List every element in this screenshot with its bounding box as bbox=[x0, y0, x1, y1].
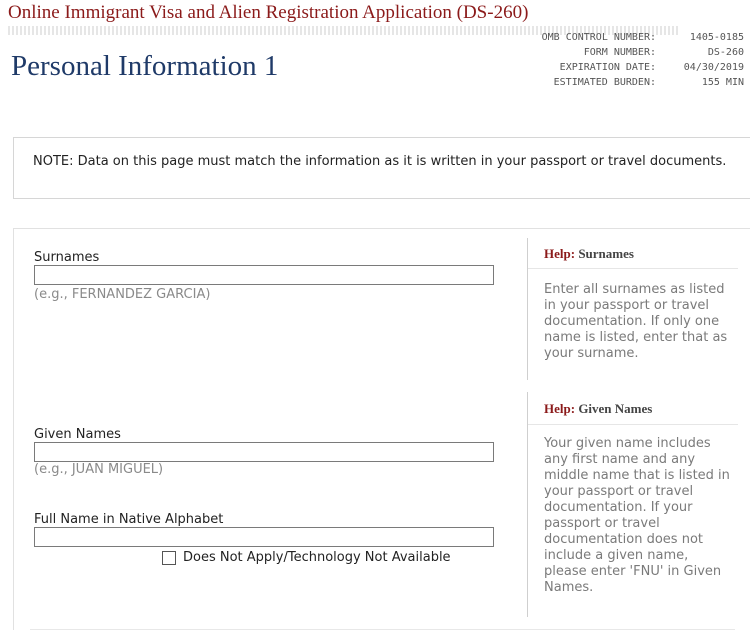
help-prefix: Help: bbox=[544, 246, 576, 261]
surnames-label: Surnames bbox=[34, 250, 100, 265]
expiration-date-value: 04/30/2019 bbox=[683, 62, 744, 73]
passport-note: NOTE: Data on this page must match the information as it is written in your passport or travel documents. bbox=[13, 137, 750, 199]
does-not-apply-label: Does Not Apply/Technology Not Available bbox=[183, 550, 451, 565]
omb-info-block bbox=[542, 30, 744, 90]
expiration-date-label: EXPIRATION DATE: bbox=[559, 62, 656, 73]
help-given-names-rule bbox=[528, 424, 738, 425]
help-given-names-separator bbox=[527, 392, 528, 617]
help-given-names-heading: Given Names bbox=[578, 401, 653, 416]
page-title: Personal Information 1 bbox=[11, 50, 279, 82]
estimated-burden-row bbox=[542, 75, 744, 90]
given-names-label: Given Names bbox=[34, 427, 121, 442]
omb-control-number-value: 1405-0185 bbox=[689, 32, 744, 43]
help-surnames-text: Enter all surnames as listed in your passport or travel documentation. If only one name is listed, enter that as your surname. bbox=[544, 282, 728, 361]
help-surnames-heading: Surnames bbox=[578, 246, 634, 261]
estimated-burden-label: ESTIMATED BURDEN: bbox=[553, 77, 656, 88]
native-name-input[interactable] bbox=[34, 527, 494, 547]
surnames-input[interactable] bbox=[34, 265, 494, 285]
omb-control-number-row bbox=[542, 30, 744, 45]
does-not-apply-checkbox[interactable] bbox=[162, 551, 176, 565]
help-surnames-title bbox=[544, 246, 634, 262]
given-names-input[interactable] bbox=[34, 442, 494, 462]
help-given-names-title bbox=[544, 401, 652, 417]
app-title: Online Immigrant Visa and Alien Registration Application (DS-260) bbox=[8, 2, 529, 23]
form-number-label: FORM NUMBER: bbox=[583, 47, 656, 58]
given-names-example: (e.g., JUAN MIGUEL) bbox=[34, 462, 164, 477]
expiration-date-row bbox=[542, 60, 744, 75]
does-not-apply-option[interactable] bbox=[162, 550, 451, 565]
estimated-burden-value: 155 MIN bbox=[701, 77, 744, 88]
help-surnames-separator bbox=[527, 238, 528, 380]
surnames-example: (e.g., FERNANDEZ GARCIA) bbox=[34, 287, 211, 302]
help-given-names-text: Your given name includes any first name and any middle name that is listed in your passport or travel documentation. If your passport or travel documentation does not include a given name, please enter 'FNU' in Given Names. bbox=[544, 436, 730, 595]
native-name-label: Full Name in Native Alphabet bbox=[34, 512, 224, 527]
help-surnames-rule bbox=[528, 268, 738, 269]
form-number-value: DS-260 bbox=[707, 47, 744, 58]
help-prefix: Help: bbox=[544, 401, 576, 416]
form-number-row bbox=[542, 45, 744, 60]
omb-control-number-label: OMB CONTROL NUMBER: bbox=[541, 32, 656, 43]
